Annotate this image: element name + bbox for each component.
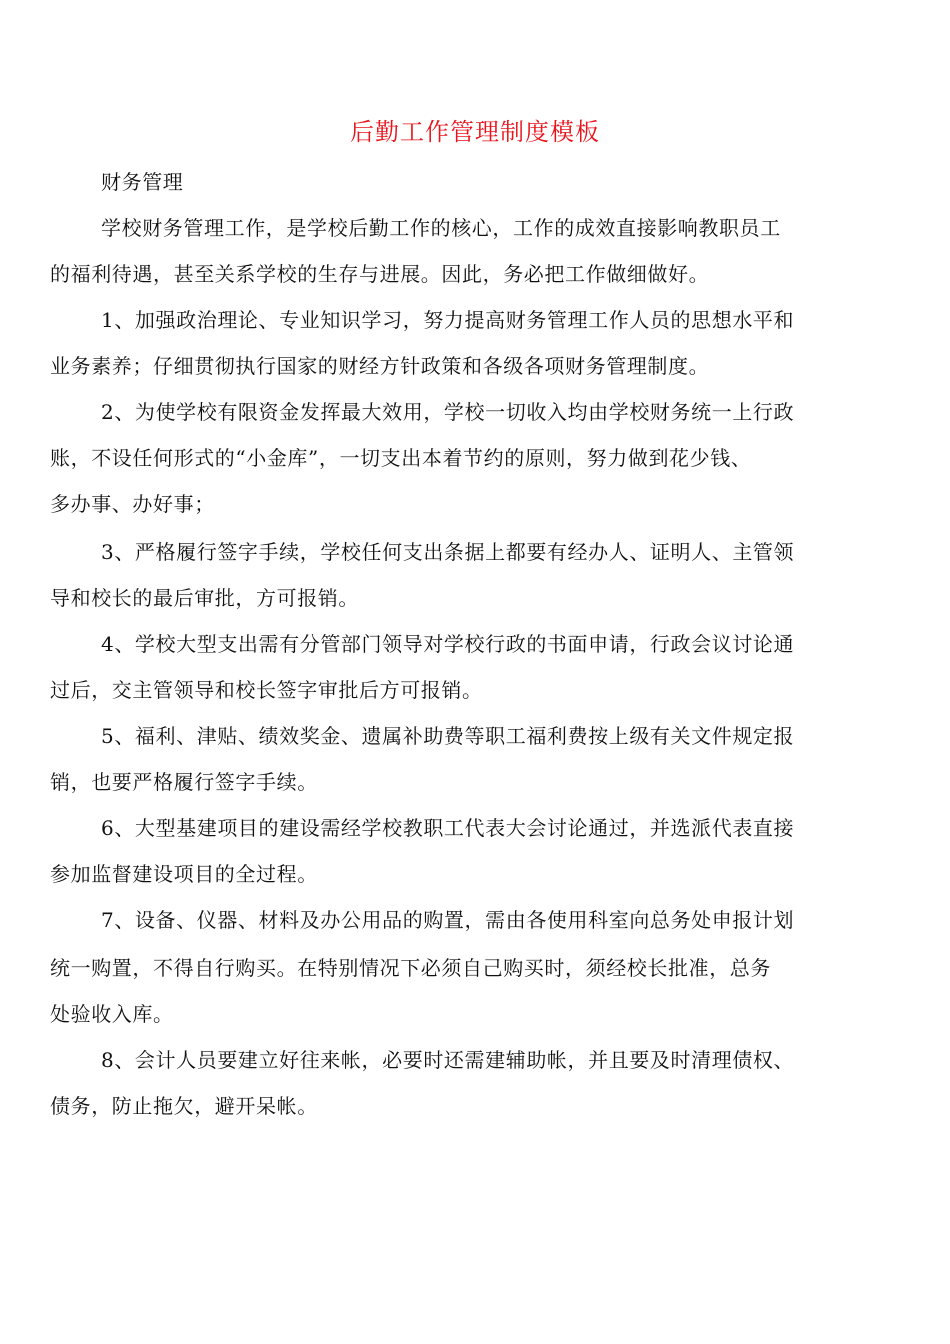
- paragraph-line: 的福利待遇，甚至关系学校的生存与进展。因此，务必把工作做细做好。: [50, 262, 710, 286]
- paragraph-line: 业务素养；仔细贯彻执行国家的财经方针政策和各级各项财务管理制度。: [50, 354, 710, 378]
- paragraph-line: 学校财务管理工作，是学校后勤工作的核心，工作的成效直接影响教职员工: [101, 216, 781, 240]
- section-heading: 财务管理: [101, 170, 184, 194]
- paragraph-line: 统一购置，不得自行购买。在特别情况下必须自己购买时，须经校长批准，总务: [50, 956, 771, 980]
- document-title: 后勤工作管理制度模板: [350, 118, 600, 146]
- paragraph-line: 2、为使学校有限资金发挥最大效用，学校一切收入均由学校财务统一上行政: [101, 400, 795, 424]
- paragraph-line: 4、学校大型支出需有分管部门领导对学校行政的书面申请，行政会议讨论通: [101, 632, 795, 656]
- paragraph-line: 过后，交主管领导和校长签字审批后方可报销。: [50, 678, 483, 702]
- paragraph-line: 处验收入库。: [50, 1002, 174, 1026]
- paragraph-line: 5、福利、津贴、绩效奖金、遗属补助费等职工福利费按上级有关文件规定报: [101, 724, 795, 748]
- paragraph-line: 销，也要严格履行签字手续。: [50, 770, 318, 794]
- paragraph-line: 7、设备、仪器、材料及办公用品的购置，需由各使用科室向总务处申报计划: [101, 908, 795, 932]
- paragraph-line: 债务，防止拖欠，避开呆帐。: [50, 1094, 318, 1118]
- paragraph-line: 导和校长的最后审批，方可报销。: [50, 586, 359, 610]
- paragraph-line: 3、严格履行签字手续，学校任何支出条据上都要有经办人、证明人、主管领: [101, 540, 795, 564]
- paragraph-line: 参加监督建设项目的全过程。: [50, 862, 318, 886]
- paragraph-line: 多办事、办好事；: [50, 492, 215, 516]
- paragraph-line: 6、大型基建项目的建设需经学校教职工代表大会讨论通过，并选派代表直接: [101, 816, 795, 840]
- paragraph-line: 1、加强政治理论、专业知识学习，努力提高财务管理工作人员的思想水平和: [101, 308, 795, 332]
- paragraph-line: 账，不设任何形式的“小金库”，一切支出本着节约的原则，努力做到花少钱、: [50, 446, 752, 470]
- paragraph-line: 8、会计人员要建立好往来帐，必要时还需建辅助帐，并且要及时清理债权、: [101, 1048, 795, 1072]
